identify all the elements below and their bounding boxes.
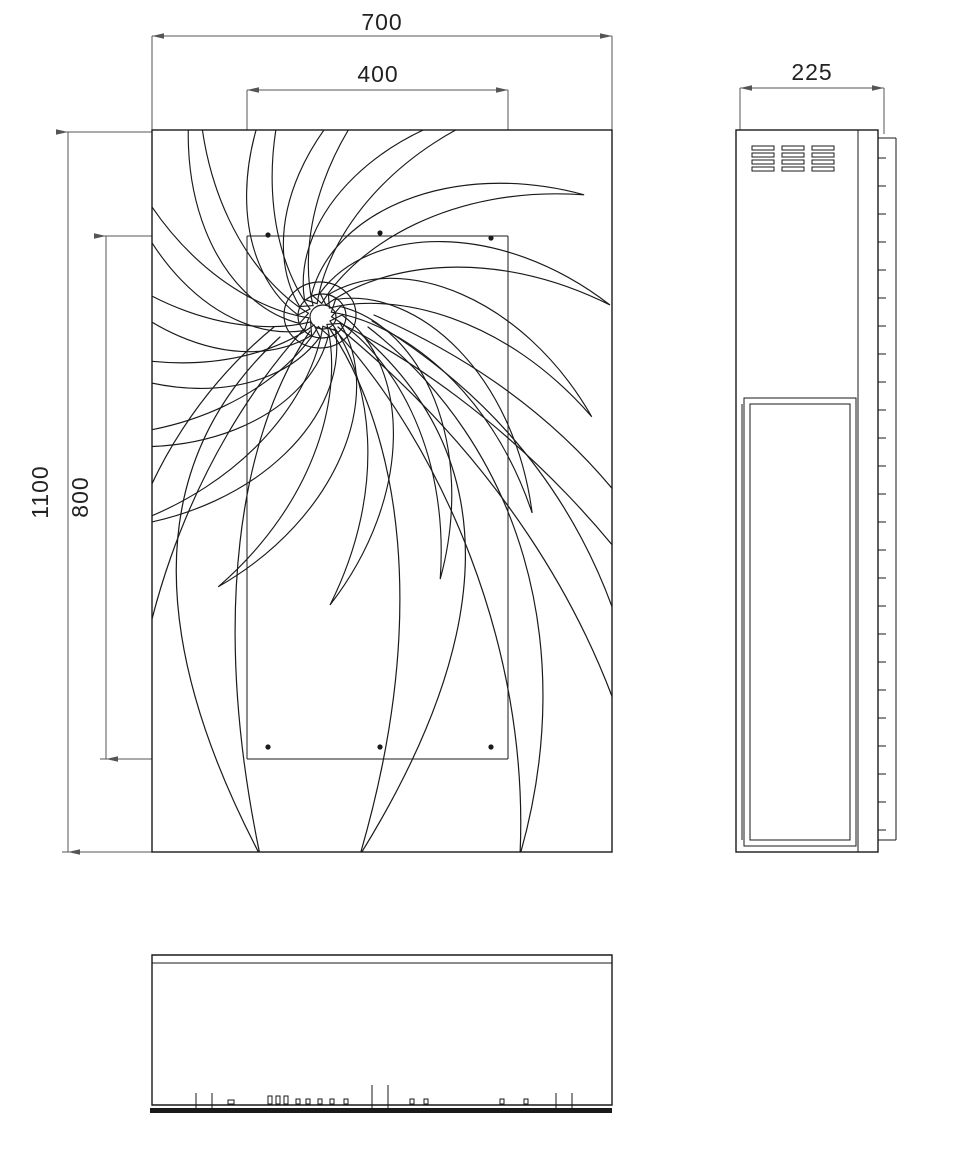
side-view-group xyxy=(736,59,896,852)
front-panel-outline xyxy=(152,130,612,852)
side-panel-outline xyxy=(736,130,878,852)
top-view-outline xyxy=(152,955,612,1105)
dimension-label-side-depth: 225 xyxy=(791,59,833,85)
dimension-label-overall-width: 700 xyxy=(361,9,403,35)
dimension-label-inner-height: 800 xyxy=(67,476,93,518)
dimension-label-overall-height: 1100 xyxy=(27,465,53,519)
front-view-group xyxy=(24,9,740,855)
side-edge-ticks xyxy=(878,158,886,830)
top-view-group xyxy=(150,955,612,1113)
dimension-side-depth xyxy=(740,88,884,134)
dimension-label-inner-width: 400 xyxy=(357,61,399,87)
